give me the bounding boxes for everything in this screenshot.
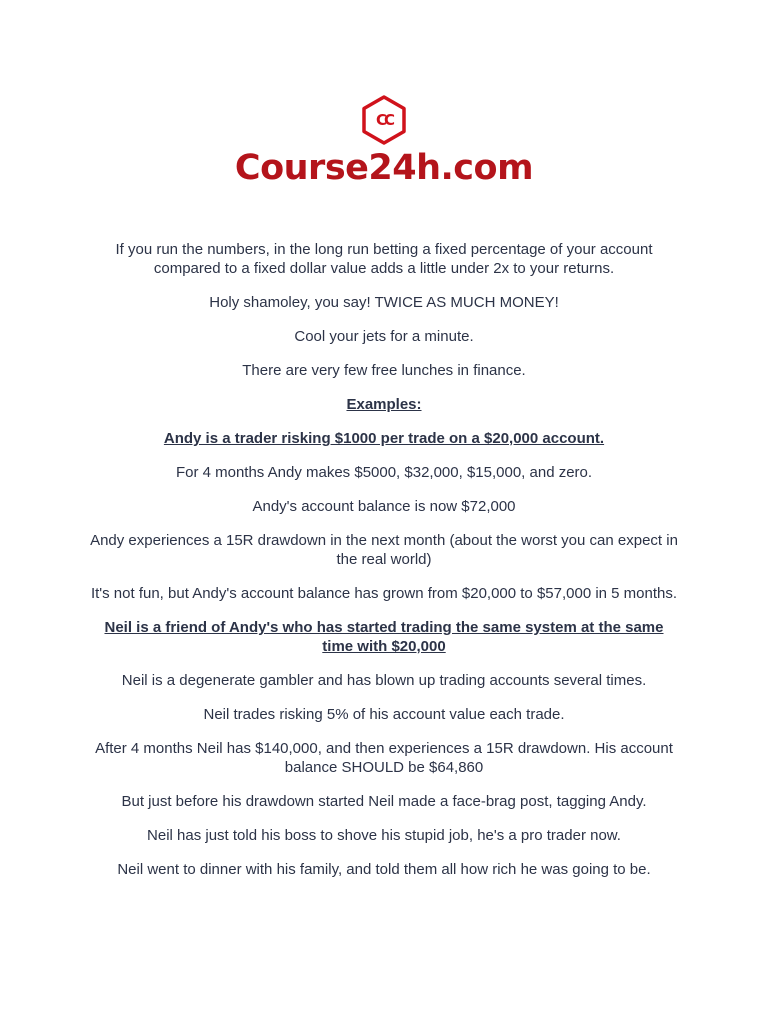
- body-paragraph: There are very few free lunches in finance.: [242, 362, 526, 379]
- article-body: [90, 240, 678, 894]
- body-paragraph: Neil has just told his boss to shove his stupid job, he's a pro trader now.: [147, 827, 621, 844]
- course24h-hexagon-logo-icon: [360, 94, 408, 146]
- logo-text: Course24h.com: [234, 148, 534, 188]
- body-paragraph: Cool your jets for a minute.: [294, 328, 474, 345]
- site-logo: [0, 94, 768, 188]
- body-paragraph: But just before his drawdown started Neil made a face-brag post, tagging Andy.: [121, 793, 647, 810]
- body-paragraph: After 4 months Neil has $140,000, and then experiences a 15R drawdown. His account balance SHOULD be $64,860: [95, 740, 673, 776]
- section-heading: Andy is a trader risking $1000 per trade on a $20,000 account.: [163, 430, 605, 447]
- body-paragraph: It's not fun, but Andy's account balance has grown from $20,000 to $57,000 in 5 months.: [90, 585, 678, 602]
- body-paragraph: Neil trades risking 5% of his account value each trade.: [203, 706, 565, 723]
- body-paragraph: Andy experiences a 15R drawdown in the next month (about the worst you can expect in the real world): [90, 532, 678, 568]
- body-paragraph: For 4 months Andy makes $5000, $32,000, $15,000, and zero.: [175, 464, 593, 481]
- body-paragraph: Neil is a degenerate gambler and has blown up trading accounts several times.: [121, 672, 647, 689]
- section-heading: Examples:: [346, 396, 422, 413]
- body-paragraph: If you run the numbers, in the long run betting a fixed percentage of your account compared to a fixed dollar value adds a little under 2x to your returns.: [115, 241, 653, 277]
- logo-icon-letters: CC: [375, 111, 393, 129]
- body-paragraph: Holy shamoley, you say! TWICE AS MUCH MONEY!: [209, 294, 559, 311]
- body-paragraph: Andy's account balance is now $72,000: [252, 498, 516, 515]
- body-paragraph: Neil went to dinner with his family, and told them all how rich he was going to be.: [117, 861, 651, 878]
- section-heading: Neil is a friend of Andy's who has started trading the same system at the same time with $20,000: [104, 619, 664, 655]
